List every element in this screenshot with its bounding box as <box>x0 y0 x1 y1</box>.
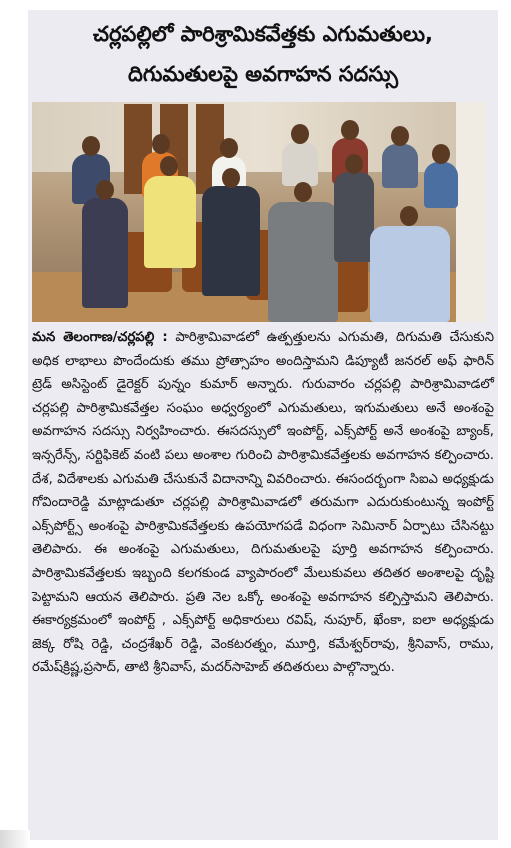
photo-attendee-head <box>220 138 238 158</box>
headline <box>28 14 498 94</box>
photo-attendee-head <box>152 134 170 154</box>
photo-attendee-head <box>294 182 312 202</box>
article-body <box>32 326 494 680</box>
photo-attendee <box>268 202 338 322</box>
photo-attendee-head <box>400 206 418 226</box>
photo-attendee-head <box>341 120 359 140</box>
article-paragraph: పారిశ్రామివాడలో ఉత్పత్తులను ఎగుమతి, దిగుమతి చేసుకుని అధిక లాభాలు పొందేందుకు తము ప్రోత్సాహం అందిస్తామని డిప్యూటీ జనరల్ అఫ్ ఫారిన్ ట్రెడ్ అసిస్టెంట్ డైరెక్టర్ పున్నం కుమార్ అన్నారు. గురువారం చర్లపల్లి పారిశ్రామివాడలో చర్లపల్లి పారిశ్రామికవేత్తల సంఘం అధ్వర్యంలో ఎగుమతులు, ఇగుమతులు అనే అంశంపై అవగాహన సదస్సు నిర్వహించారు. ఈసదస్సులో ఇంపోర్ట్, ఎక్స్‌పోర్ట్ అనే అంశంపై బ్యాంక్, ఇన్సరేన్స్, సర్టిఫికెట్ వంటి పలు అంశాల గురించి పారిశ్రామికవేత్తలకు అవగాహన కల్పించారు. దేశ, విదేశాలకు ఎగుమతి చేసుకునే విదానాన్ని వివరించారు. ఈసందర్బంగా సిఐఎ అధ్యక్షుడు గోవిందారెడ్డి మాట్లాడుతూ చర్లపల్లి పారిశ్రామివాడలో తరుమగా ఎదురుకుంటున్న ఇంపోర్ట్ ఎక్స్‌పోర్ట్స్ అంశంపై పారిశ్రామికవేత్తలకు ఉపయోగపడే విధంగా సెమినార్ ఏర్పాటు చేసినట్టు తెలిపారు. ఈ అంశంపై ఎగుమతులు, దిగుమతులపై పూర్తి అవగాహన కల్పించారు. పారిశ్రామికవేత్తలకు ఇబ్బంది కలగకుండ వ్యాపారంలో మేలుకువలు తదితర అంశాలపై దృష్టి పెట్టామని ఆయన తెలిపారు. ప్రతి నెల ఒక్కో అంశంపై అవగాహన కల్పిస్తామని తెలిపారు. ఈకార్యక్రమంలో ఇంపోర్ట్ , ఎక్స్‌పోర్ట్ అధికారులు రవిష్, నుపూర్, ఖేంకా, ఐలా అధ్యక్షుడు జెక్క రోషి రెడ్డి, చంద్రశేఖర్ రెడ్డి, వెంకటరత్నం, మూర్తి, కమేశ్వర్‌రావు, శ్రీనివాస్, రాము, రమేష్‌క్రిష్ణ,ప్రసాద్, తాటి శ్రీనివాస్, మదర్‌సాహెబ్ తదితరులు పాల్గొన్నారు. <box>32 330 494 676</box>
newspaper-clipping <box>28 10 498 840</box>
photo-attendee <box>370 226 450 322</box>
photo-attendee-head <box>82 136 100 156</box>
photo-pillar <box>456 102 486 322</box>
seminar-audience-photo <box>32 102 486 322</box>
dateline: మన తెలంగాణ/చర్లపల్లి : <box>32 330 168 345</box>
photo-attendee-head <box>345 154 363 174</box>
photo-attendee-head <box>222 168 240 188</box>
page-corner-shadow <box>0 830 30 848</box>
photo-attendee <box>144 176 196 268</box>
photo-attendee <box>382 144 418 188</box>
photo-attendee <box>202 186 260 296</box>
photo-attendee-head <box>160 156 178 176</box>
photo-attendee <box>282 142 318 186</box>
photo-attendee <box>334 172 374 262</box>
headline-line-1: చర్లపల్లిలో పారిశ్రామికవేత్తకు ఎగుమతులు, <box>92 22 433 46</box>
photo-attendee-head <box>432 144 450 164</box>
photo-attendee-head <box>391 126 409 146</box>
photo-attendee-head <box>291 124 309 144</box>
headline-line-2: దిగుమతులపై అవగాహన సదస్సు <box>128 62 398 86</box>
photo-attendee <box>82 198 128 308</box>
photo-attendee <box>424 162 458 208</box>
photo-attendee-head <box>96 180 114 200</box>
